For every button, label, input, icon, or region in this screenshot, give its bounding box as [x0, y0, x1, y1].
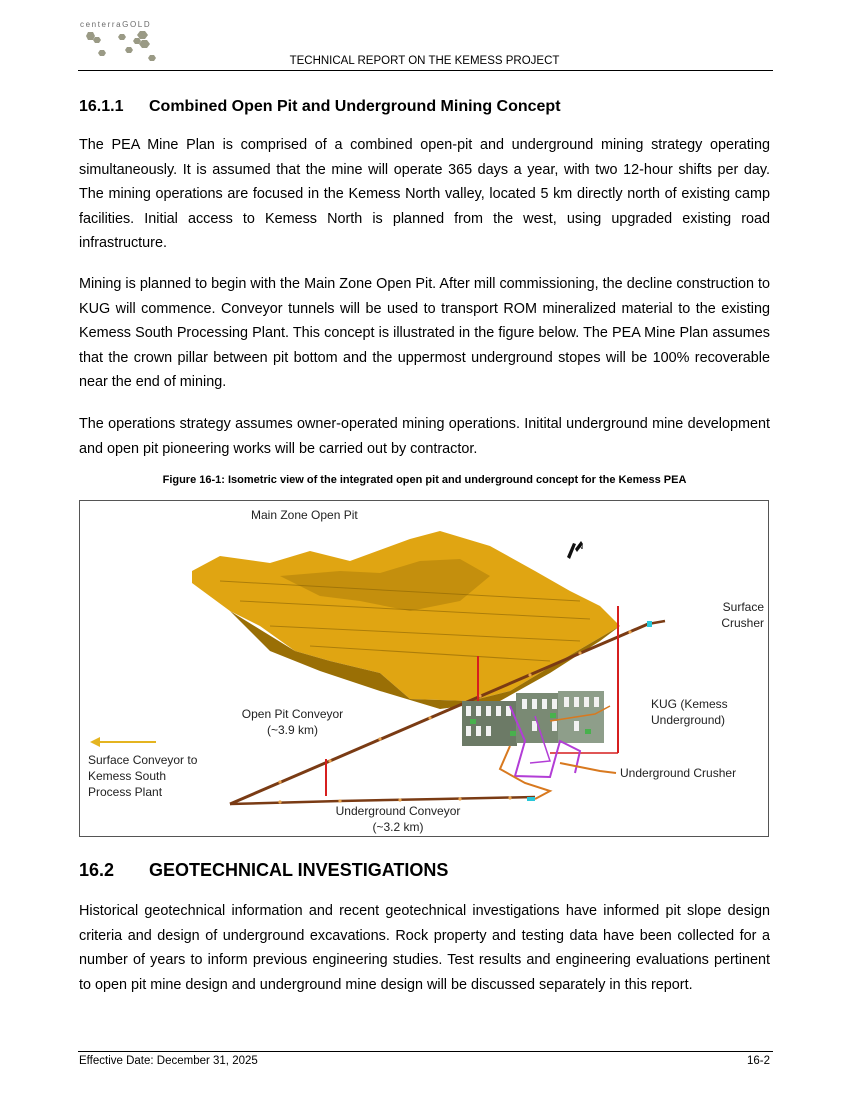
page-number: 16-2	[746, 1055, 770, 1067]
underground-ramp	[500, 746, 550, 799]
section-title: Combined Open Pit and Underground Mining Concept	[149, 98, 561, 115]
section-number: 16.2	[79, 860, 115, 880]
arrow-left-icon	[90, 737, 156, 747]
label-open-pit-conveyor: Open Pit Conveyor (~3.9 km)	[241, 707, 344, 737]
underground-crusher-link	[560, 763, 616, 773]
section-title: GEOTECHNICAL INVESTIGATIONS	[149, 860, 449, 880]
paragraph-1: The PEA Mine Plan is comprised of a combined open-pit and underground mining strategy operating simultaneously. It is assumed that the mine will operate 365 days a year, with two 12-hour shifts per day. The mining operations are focused in the Kemess North valley, located 5 km directly north of existing camp facilities. Initial access to Kemess North is planned from the west, using upgraded existing road infrastructure.	[79, 137, 770, 252]
section-number: 16.1.1	[79, 98, 124, 115]
conveyor-portal	[527, 797, 535, 801]
surface-crusher-marker	[647, 621, 652, 627]
header-divider	[78, 70, 773, 71]
svg-text:N: N	[578, 543, 584, 551]
section-heading-16-1-1	[79, 98, 561, 116]
logo-text: centerraGOLD	[80, 20, 152, 29]
effective-date: Effective Date: December 31, 2025	[79, 1055, 258, 1067]
label-kug: KUG (Kemess Underground)	[651, 697, 728, 727]
paragraph-3: The operations strategy assumes owner-operated mining operations. Initital underground mine development and open pit pioneering works will be carried out by contractor.	[79, 416, 770, 457]
isometric-mine-figure	[79, 500, 769, 837]
north-arrow-icon	[567, 541, 583, 559]
open-pit-body	[192, 531, 620, 701]
paragraph-2: Mining is planned to begin with the Main Zone Open Pit. After mill commissioning, the decline construction to KUG will commence. Conveyor tunnels will be used to transport ROM mineralized material to the existing Kemess South Processing Plant. This concept is illustrated in the figure below. The PEA Mine Plan assumes that the crown pillar between pit bottom and the uppermost underground stopes will be 100% recoverable near the end of mining.	[79, 276, 770, 391]
label-surface-conveyor: Surface Conveyor to Kemess South Process Plant	[88, 753, 198, 799]
figure-caption: Figure 16-1: Isometric view of the integrated open pit and underground concept for the Kemess PEA	[162, 474, 687, 486]
section-heading-16-2	[79, 860, 448, 881]
label-underground-conveyor: Underground Conveyor (~3.2 km)	[335, 804, 461, 834]
report-title: TECHNICAL REPORT ON THE KEMESS PROJECT	[289, 55, 560, 67]
label-main-zone-open-pit: Main Zone Open Pit	[251, 508, 358, 522]
paragraph-geotech: Historical geotechnical information and recent geotechnical investigations have informed pit slope design criteria and design of underground excavations. Rock property and testing data have been collected for a number of years to inform previous engineering studies. Test results and engineering evaluations pertinent to open pit mine design and underground mine design will be discussed separately in this report.	[79, 903, 770, 993]
footer-divider	[78, 1051, 773, 1052]
label-underground-crusher: Underground Crusher	[620, 766, 737, 780]
label-surface-crusher: Surface Crusher	[721, 600, 764, 630]
